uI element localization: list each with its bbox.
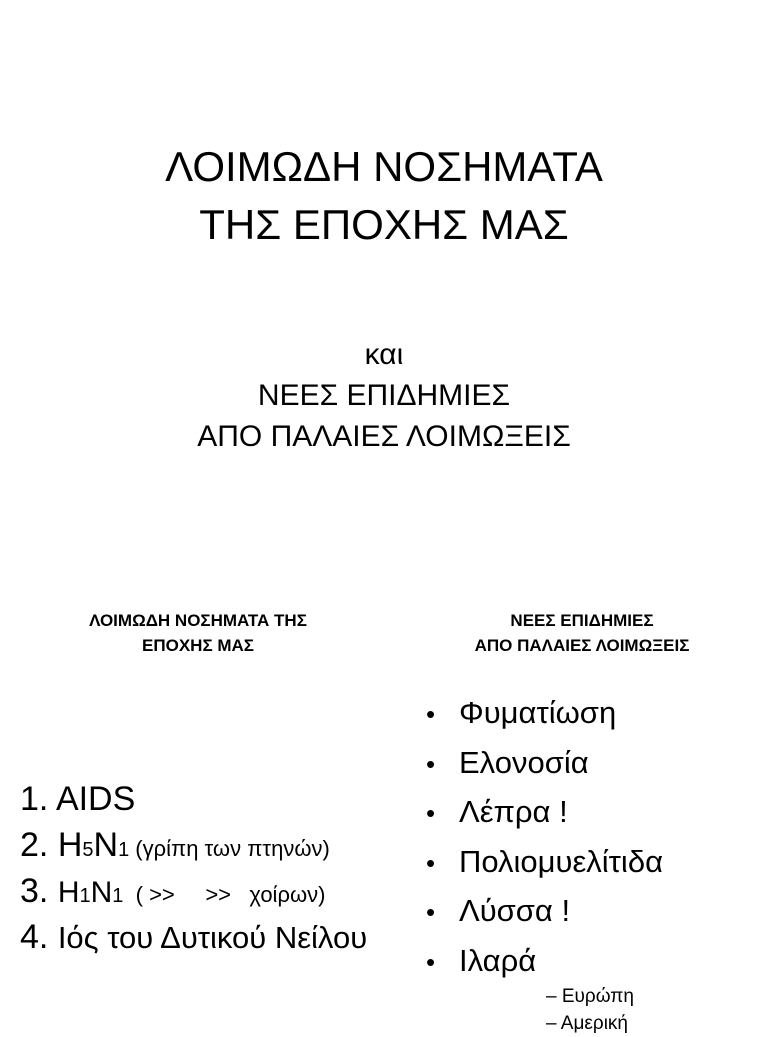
item-number: 1. [20, 780, 49, 818]
item-text: AIDS [55, 780, 136, 818]
list-item [20, 776, 420, 822]
right-heading-line1: ΝΕΕΣ ΕΠΙΔΗΜΙΕΣ [510, 611, 654, 630]
list-item [20, 822, 420, 868]
item-h-sub: 5 [82, 839, 94, 861]
subtitle-line3: ΑΠΟ ΠΑΛΑΙΕΣ ΛΟΙΜΩΞΕΙΣ [197, 420, 571, 453]
numbered-list [20, 776, 420, 960]
item-h: H [57, 876, 80, 909]
main-title-line2: ΤΗΣ ΕΠΟΧΗΣ ΜΑΣ [199, 201, 569, 248]
right-heading-line2: ΑΠΟ ΠΑΛΑΙΕΣ ΛΟΙΜΩΞΕΙΣ [474, 636, 690, 655]
sub-list-item: – Ευρώπη [546, 986, 634, 1007]
main-title-line1: ΛΟΙΜΩΔΗ ΝΟΣΗΜΑΤΑ [165, 143, 603, 190]
item-note: (γρίπη των πτηνών) [129, 836, 330, 861]
bullet-glyph: • [426, 847, 436, 878]
bullet-text: Πολιομυελίτιδα [459, 843, 663, 879]
bullet-text: Λύσσα ! [459, 893, 571, 928]
subtitle-line1: και [364, 338, 404, 371]
bullet-glyph: • [426, 897, 436, 927]
left-heading-line1: ΛΟΙΜΩΔΗ ΝΟΣΗΜΑΤΑ ΤΗΣ [89, 611, 307, 630]
sub-list-item: – Αμερική [546, 1013, 628, 1034]
bullet-text: Ελονοσία [459, 744, 589, 780]
bullet-glyph: • [426, 699, 436, 729]
item-number: 4. [20, 918, 49, 956]
subtitle [0, 334, 768, 457]
bullet-text: Λέπρα ! [459, 794, 568, 829]
main-title [0, 138, 768, 254]
left-heading-line2: ΕΠΟΧΗΣ ΜΑΣ [141, 636, 255, 655]
bullet-text: Ιλαρά [459, 942, 537, 978]
subtitle-line2: ΝΕΕΣ ΕΠΙΔΗΜΙΕΣ [257, 379, 511, 412]
item-h: H [57, 826, 83, 864]
right-column-heading [432, 608, 732, 658]
list-item [20, 914, 420, 960]
item-text: Ιός του Δυτικού Νείλου [57, 920, 368, 955]
item-number: 3. [20, 872, 49, 910]
item-number: 2. [20, 826, 49, 864]
list-item [20, 868, 420, 914]
item-n-sub: 1 [112, 885, 124, 907]
list-item [426, 936, 766, 986]
item-n: N [90, 876, 113, 909]
item-n-sub: 1 [118, 839, 130, 861]
list-item [426, 787, 766, 837]
bullet-text: Φυματίωση [459, 695, 617, 730]
list-item [426, 738, 766, 788]
item-n: N [93, 826, 119, 864]
bullet-glyph: • [426, 798, 436, 828]
left-column-heading [0, 608, 396, 658]
sub-bullet-list [546, 983, 634, 1037]
list-item [426, 837, 766, 887]
bullet-glyph: • [426, 748, 436, 779]
bullet-glyph: • [426, 946, 436, 977]
item-h-sub: 1 [79, 885, 91, 907]
list-item [426, 886, 766, 936]
item-note: ( >> >> χοίρων) [123, 882, 326, 907]
list-item [426, 688, 766, 738]
bullet-list [426, 688, 766, 985]
